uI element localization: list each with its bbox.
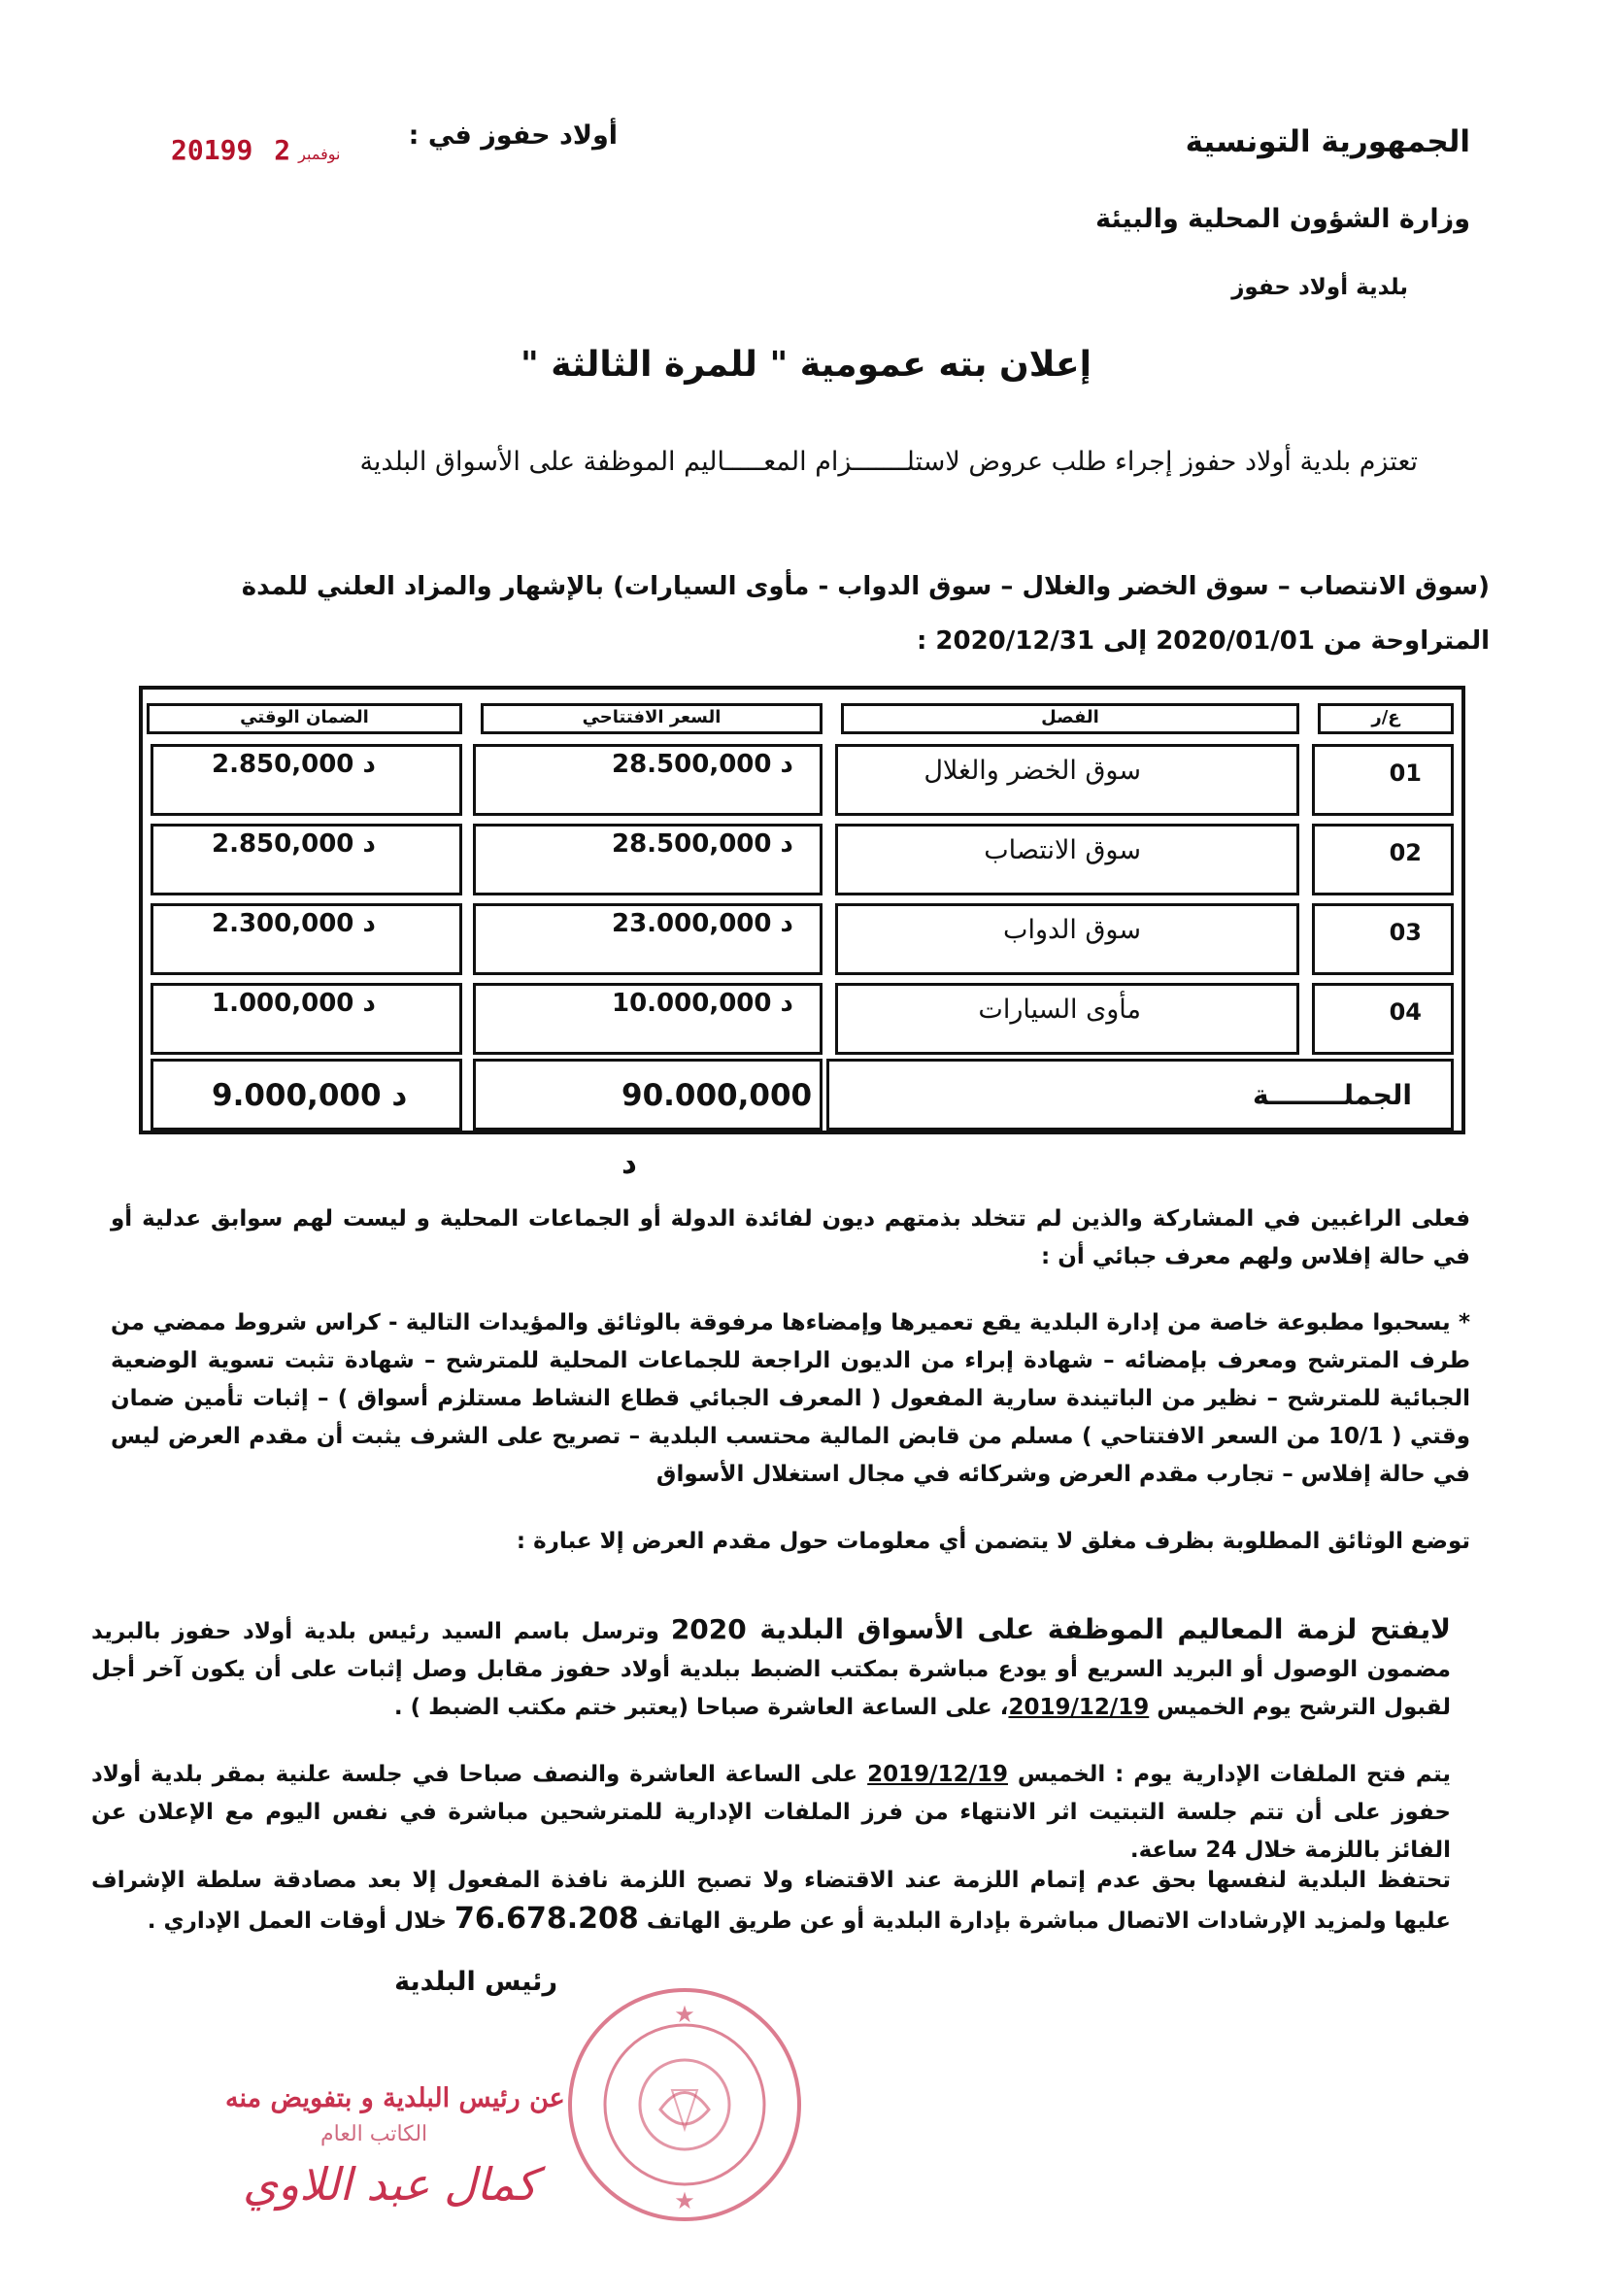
reservation-paragraph	[91, 1862, 1451, 1941]
row-num: 01	[1312, 744, 1454, 816]
municipality-name: بلدية أولاد حفوز	[1231, 275, 1408, 300]
opening-text-a: يتم فتح الملفات الإدارية يوم : الخميس	[1007, 1762, 1451, 1787]
place-label: أولاد حفوز في :	[408, 120, 618, 151]
row-opening-price: 10.000,000 د	[473, 983, 823, 1055]
required-documents-paragraph: * يسحبوا مطبوعة خاصة من إدارة البلدية يقع تعميرها وإمضاءها مرفوقة بالوثائق والمؤيدات التالية - كراس شروط ممضي من طرف المترشح ومعرف بإمضائه – شهادة إبراء من الديون الراجعة للجماعات المحلية للمترشح – شهادة تثبت تسوية الوضعية الجبائية للمترشح – نظير من الباتيندة سارية المفعول ( المعرف الجبائي قطاع النشاط مستلزم أسواق ) – إثبات تأمين ضمان وقتي ( 10/1 من السعر الافتتاحي ) مسلم من قابض المالية محتسب البلدية – تصريح على الشرف يثبت أن مقدم العرض ليس في حالة إفلاس – تجارب مقدم العرض وشركائه في مجال استغلال الأسواق	[111, 1310, 1470, 1487]
submission-paragraph	[91, 1610, 1451, 1727]
header-num: ع/ر	[1318, 703, 1454, 734]
phone-number: 76.678.208	[454, 1902, 639, 1936]
table-row	[151, 744, 1454, 816]
total-opening-price: 90.000,000 د	[473, 1059, 823, 1131]
opening-date: 2019/12/19	[867, 1762, 1008, 1787]
row-item: سوق الانتصاب	[835, 824, 1299, 895]
mayor-title: رئيس البلدية	[394, 1967, 557, 1997]
row-guarantee: 2.850,000 د	[151, 744, 462, 816]
row-guarantee: 2.300,000 د	[151, 903, 462, 975]
total-guarantee: 9.000,000 د	[151, 1059, 462, 1131]
signature-role: الكاتب العام	[320, 2122, 428, 2146]
deadline-time: ، على الساعة العاشرة صباحا (يعتبر ختم مكتب الضبط ) .	[393, 1695, 1009, 1720]
row-opening-price: 23.000,000 د	[473, 903, 823, 975]
table-row	[151, 903, 1454, 975]
row-num: 03	[1312, 903, 1454, 975]
header-opening-price: السعر الافتتاحي	[481, 703, 823, 734]
intro-line: تعتزم بلدية أولاد حفوز إجراء طلب عروض لاستلـــــــزام المعـــــاليم الموظفة على الأسواق البلدية	[359, 447, 1418, 477]
markets-period-line: (سوق الانتصاب – سوق الخضر والغلال – سوق الدواب - مأوى السيارات) بالإشهار والمزاد العلني للمدة المتراوحة من 2020/01/01 إلى 2020/12/31 :	[241, 572, 1490, 656]
row-num: 02	[1312, 824, 1454, 895]
date-day-b: 9	[236, 134, 253, 166]
header-item: الفصل	[841, 703, 1299, 734]
row-num: 04	[1312, 983, 1454, 1055]
table-row	[151, 824, 1454, 895]
reservation-text-end: خلال أوقات العمل الإداري .	[147, 1908, 455, 1934]
row-guarantee: 1.000,000 د	[151, 983, 462, 1055]
total-label: الجملــــــــة	[826, 1059, 1454, 1131]
date-day-a: 2	[274, 134, 291, 166]
ministry-name: وزارة الشؤون المحلية والبيئة	[1095, 204, 1470, 234]
svg-text:★: ★	[674, 2187, 695, 2214]
row-item: مأوى السيارات	[835, 983, 1299, 1055]
envelope-instruction: توضع الوثائق المطلوبة بظرف مغلق لا يتضمن أي معلومات حول مقدم العرض إلا عبارة :	[516, 1529, 1470, 1554]
signature-name: كمال عبد اللاوي	[243, 2158, 538, 2211]
official-seal-icon	[563, 1983, 806, 2226]
row-item: سوق الخضر والغلال	[835, 744, 1299, 816]
row-guarantee: 2.850,000 د	[151, 824, 462, 895]
opening-text-b: على الساعة العاشرة والنصف صباحا في جلسة علنية بمقر بلدية أولاد حفوز على أن تتم جلسة التبتيت اثر الانتهاء من فرز الملفات الإدارية للمترشحين مباشرة في نفس اليوم مع الإعلان عن الفائز باللزمة خلال 24 ساعة.	[91, 1762, 1451, 1863]
place-date	[171, 120, 618, 175]
signature-delegation: عن رئيس البلدية و بتفويض منه	[225, 2083, 565, 2113]
republic-name: الجمهورية التونسية	[1185, 124, 1470, 159]
row-item: سوق الدواب	[835, 903, 1299, 975]
tender-table	[139, 686, 1465, 1181]
table-row	[151, 983, 1454, 1055]
date-year: 2019	[171, 134, 237, 166]
announcement-title: إعلان بته عمومية " للمرة الثالثة "	[521, 345, 1091, 385]
deadline-date: 2019/12/19	[1008, 1695, 1150, 1720]
submission-text: وترسل باسم السيد رئيس بلدية أولاد حفوز بالبريد مضمون الوصول أو البريد السريع أو يودع مباشرة بمكتب الضبط ببلدية أولاد حفوز مقابل وصل إثبات على أن يكون آخر أجل لقبول الترشح يوم الخميس	[91, 1619, 1451, 1720]
date-stamp	[171, 134, 348, 166]
table-total-row	[151, 1059, 1454, 1181]
date-month: نوفمبر	[298, 145, 341, 163]
svg-text:★: ★	[674, 2001, 695, 2028]
row-opening-price: 28.500,000 د	[473, 744, 823, 816]
row-opening-price: 28.500,000 د	[473, 824, 823, 895]
opening-session-paragraph	[91, 1756, 1451, 1870]
eligibility-paragraph: فعلى الراغبين في المشاركة والذين لم تتخلد بذمتهم ديون لفائدة الدولة أو الجماعات المحلية و ليست لهم سوابق عدلية أو في حالة إفلاس ولهم معرف جبائي أن :	[111, 1206, 1470, 1269]
reservation-text: تحتفظ البلدية لنفسها بحق عدم إتمام اللزمة عند الاقتضاء ولا تصبح اللزمة نافذة المفعول إلا بعد مصادقة سلطة الإشراف عليها ولمزيد الإرشادات الاتصال مباشرة بإدارة البلدية أو عن طريق الهاتف	[91, 1868, 1451, 1934]
header-guarantee: الضمان الوقتي	[147, 703, 462, 734]
envelope-label: لايفتح لزمة المعاليم الموظفة على الأسواق البلدية 2020	[670, 1613, 1451, 1645]
